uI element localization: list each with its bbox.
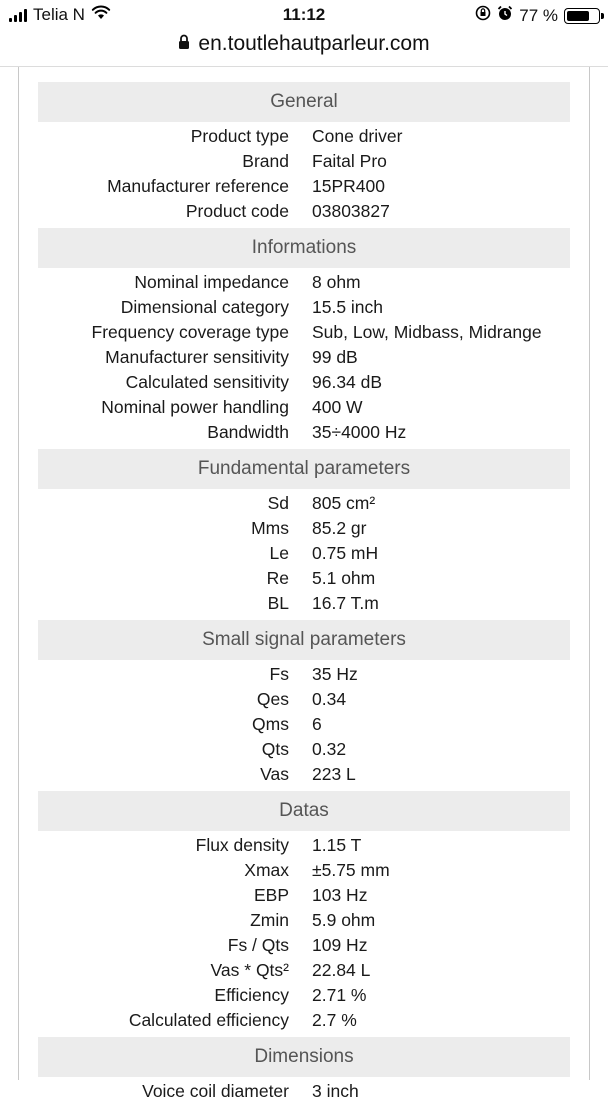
spec-value: 5.9 ohm xyxy=(312,910,376,930)
spec-row xyxy=(38,908,570,933)
spec-label: Efficiency xyxy=(214,985,289,1005)
spec-value: Faital Pro xyxy=(312,151,387,171)
spec-section-informations xyxy=(38,228,570,447)
spec-row xyxy=(38,858,570,883)
spec-label: Product type xyxy=(190,126,289,146)
section-header: Fundamental parameters xyxy=(38,449,570,489)
battery-percent: 77 % xyxy=(519,5,558,25)
spec-value: 6 xyxy=(312,714,322,734)
spec-value: 103 Hz xyxy=(312,885,368,905)
spec-label: Nominal impedance xyxy=(134,272,289,292)
section-header: General xyxy=(38,82,570,122)
spec-value: 0.34 xyxy=(312,689,347,709)
carrier-name: Telia N xyxy=(33,5,85,24)
status-right xyxy=(475,5,600,26)
spec-row xyxy=(38,883,570,908)
status-time: 11:12 xyxy=(282,5,326,24)
spec-row xyxy=(38,420,570,445)
alarm-icon xyxy=(497,5,513,26)
spec-row xyxy=(38,933,570,958)
spec-row xyxy=(38,983,570,1008)
spec-row xyxy=(38,370,570,395)
spec-label: Vas xyxy=(260,764,289,784)
spec-label: Voice coil diameter xyxy=(142,1081,289,1101)
spec-value: 15.5 inch xyxy=(312,297,384,317)
spec-row xyxy=(38,1079,570,1104)
spec-value: 400 W xyxy=(312,397,363,417)
spec-value: 5.1 ohm xyxy=(312,568,376,588)
spec-row xyxy=(38,124,570,149)
spec-label: Le xyxy=(269,543,289,563)
spec-label: Nominal power handling xyxy=(101,397,289,417)
spec-value: 8 ohm xyxy=(312,272,361,292)
spec-row xyxy=(38,662,570,687)
spec-row xyxy=(38,762,570,787)
section-header: Small signal parameters xyxy=(38,620,570,660)
spec-label: Mms xyxy=(251,518,289,538)
spec-label: Fs / Qts xyxy=(227,935,289,955)
spec-label: Vas * Qts² xyxy=(210,960,289,980)
spec-value: 223 L xyxy=(312,764,356,784)
spec-label: Calculated sensitivity xyxy=(125,372,289,392)
spec-row xyxy=(38,491,570,516)
spec-row xyxy=(38,712,570,737)
spec-row xyxy=(38,737,570,762)
status-bar xyxy=(0,0,608,30)
spec-label: BL xyxy=(267,593,289,613)
spec-value: 15PR400 xyxy=(312,176,385,196)
spec-value: 35÷4000 Hz xyxy=(312,422,407,442)
spec-label: Zmin xyxy=(250,910,289,930)
spec-row xyxy=(38,541,570,566)
spec-label: Xmax xyxy=(244,860,289,880)
spec-label: Product code xyxy=(185,201,289,221)
spec-label: Fs xyxy=(269,664,289,684)
spec-value: 35 Hz xyxy=(312,664,358,684)
spec-value: 16.7 T.m xyxy=(312,593,379,613)
url-text[interactable]: en.toutlehautparleur.com xyxy=(198,32,430,55)
spec-label: Manufacturer sensitivity xyxy=(105,347,289,367)
spec-value: 3 inch xyxy=(312,1081,359,1101)
spec-value: 2.7 % xyxy=(312,1010,357,1030)
spec-label: Dimensional category xyxy=(120,297,289,317)
spec-label: Bandwidth xyxy=(207,422,289,442)
spec-value: 109 Hz xyxy=(312,935,368,955)
spec-value: 1.15 T xyxy=(312,835,362,855)
spec-section-general xyxy=(38,82,570,226)
spec-row xyxy=(38,270,570,295)
spec-label: Frequency coverage type xyxy=(91,322,289,342)
spec-section-fundamental-parameters xyxy=(38,449,570,618)
spec-row xyxy=(38,199,570,224)
spec-row xyxy=(38,591,570,616)
spec-value: Sub, Low, Midbass, Midrange xyxy=(312,322,542,342)
spec-section-datas xyxy=(38,791,570,1035)
spec-value: 0.32 xyxy=(312,739,347,759)
spec-section-small-signal-parameters xyxy=(38,620,570,789)
spec-row xyxy=(38,320,570,345)
spec-label: Manufacturer reference xyxy=(107,176,289,196)
spec-row xyxy=(38,395,570,420)
battery-level xyxy=(567,11,589,21)
spec-row xyxy=(38,833,570,858)
section-header: Datas xyxy=(38,791,570,831)
spec-label: Flux density xyxy=(195,835,289,855)
address-bar[interactable] xyxy=(0,30,608,58)
spec-value: 03803827 xyxy=(312,201,390,221)
spec-row xyxy=(38,566,570,591)
spec-row xyxy=(38,345,570,370)
spec-label: Qes xyxy=(256,689,289,709)
lock-icon xyxy=(178,32,190,56)
spec-label: Re xyxy=(266,568,289,588)
spec-value: 96.34 dB xyxy=(312,372,383,392)
screen-rotation-lock-icon xyxy=(475,5,491,26)
spec-value: Cone driver xyxy=(312,126,403,146)
spec-label: Qts xyxy=(261,739,289,759)
spec-table xyxy=(38,82,570,1106)
spec-label: EBP xyxy=(253,885,289,905)
spec-row xyxy=(38,1008,570,1033)
spec-section-dimensions xyxy=(38,1037,570,1106)
spec-row xyxy=(38,295,570,320)
section-header: Dimensions xyxy=(38,1037,570,1077)
section-header: Informations xyxy=(38,228,570,268)
spec-value: ±5.75 mm xyxy=(312,860,390,880)
spec-label: Calculated efficiency xyxy=(128,1010,289,1030)
battery-icon xyxy=(564,8,600,24)
spec-label: Sd xyxy=(267,493,289,513)
spec-label: Qms xyxy=(252,714,289,734)
spec-value: 99 dB xyxy=(312,347,358,367)
spec-row xyxy=(38,687,570,712)
spec-value: 85.2 gr xyxy=(312,518,367,538)
spec-row xyxy=(38,174,570,199)
spec-row xyxy=(38,958,570,983)
spec-row xyxy=(38,149,570,174)
spec-value: 805 cm² xyxy=(312,493,376,513)
spec-row xyxy=(38,516,570,541)
spec-value: 2.71 % xyxy=(312,985,367,1005)
spec-label: Brand xyxy=(242,151,289,171)
spec-value: 0.75 mH xyxy=(312,543,379,563)
spec-value: 22.84 L xyxy=(312,960,371,980)
